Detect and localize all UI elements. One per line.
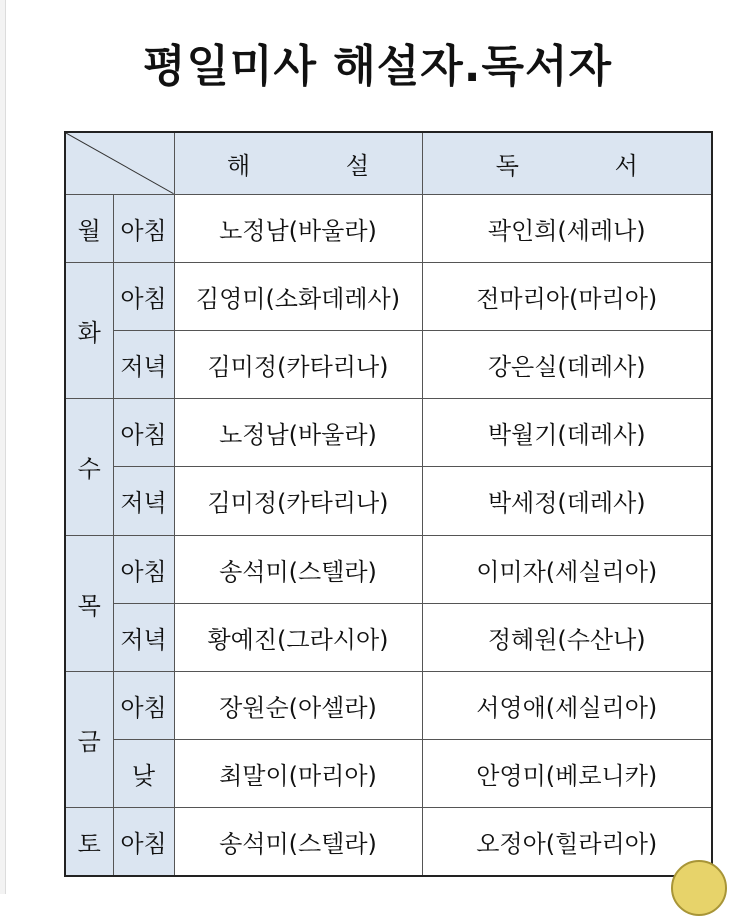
- slot-cell: 아침: [113, 535, 174, 603]
- header-reader: 독 서: [422, 132, 712, 194]
- reader-cell: 서영애(세실리아): [422, 671, 712, 739]
- table-row: [65, 194, 712, 262]
- slot-cell: 낮: [113, 740, 174, 808]
- reader-cell: 오정아(힐라리아): [422, 808, 712, 876]
- table-row: [65, 467, 712, 535]
- reader-cell: 곽인희(세레나): [422, 194, 712, 262]
- commentator-cell: 노정남(바울라): [174, 399, 422, 467]
- table-row: [65, 603, 712, 671]
- slot-cell: 저녁: [113, 603, 174, 671]
- slot-cell: 저녁: [113, 467, 174, 535]
- table-row: [65, 535, 712, 603]
- day-cell: 목: [65, 535, 113, 671]
- corner-logo-icon: [671, 860, 727, 916]
- table-row: [65, 331, 712, 399]
- commentator-cell: 김미정(카타리나): [174, 331, 422, 399]
- reader-cell: 전마리아(마리아): [422, 262, 712, 330]
- diagonal-line: [66, 133, 174, 194]
- day-cell: 월: [65, 194, 113, 262]
- slot-cell: 아침: [113, 399, 174, 467]
- page-edge: [0, 0, 6, 894]
- slot-cell: 저녁: [113, 331, 174, 399]
- slot-cell: 아침: [113, 671, 174, 739]
- schedule-table: [64, 131, 713, 877]
- commentator-cell: 장원순(아셀라): [174, 671, 422, 739]
- header-commentator: 해 설: [174, 132, 422, 194]
- commentator-cell: 노정남(바울라): [174, 194, 422, 262]
- table-row: [65, 740, 712, 808]
- day-cell: 수: [65, 399, 113, 535]
- corner-cell: [65, 132, 174, 194]
- slot-cell: 아침: [113, 808, 174, 876]
- header-row: [65, 132, 712, 194]
- page-title: 평일미사 해설자.독서자: [142, 41, 613, 92]
- commentator-cell: 황예진(그라시아): [174, 603, 422, 671]
- reader-cell: 박월기(데레사): [422, 399, 712, 467]
- commentator-cell: 송석미(스텔라): [174, 535, 422, 603]
- reader-cell: 강은실(데레사): [422, 331, 712, 399]
- reader-cell: 이미자(세실리아): [422, 535, 712, 603]
- day-cell: 화: [65, 262, 113, 398]
- reader-cell: 박세정(데레사): [422, 467, 712, 535]
- commentator-cell: 김영미(소화데레사): [174, 262, 422, 330]
- slot-cell: 아침: [113, 194, 174, 262]
- table-row: [65, 808, 712, 876]
- table-row: [65, 399, 712, 467]
- day-cell: 토: [65, 808, 113, 876]
- commentator-cell: 최말이(마리아): [174, 740, 422, 808]
- table-row: [65, 262, 712, 330]
- reader-cell: 안영미(베로니카): [422, 740, 712, 808]
- slot-cell: 아침: [113, 262, 174, 330]
- commentator-cell: 송석미(스텔라): [174, 808, 422, 876]
- table-row: [65, 671, 712, 739]
- day-cell: 금: [65, 671, 113, 807]
- commentator-cell: 김미정(카타리나): [174, 467, 422, 535]
- reader-cell: 정혜원(수산나): [422, 603, 712, 671]
